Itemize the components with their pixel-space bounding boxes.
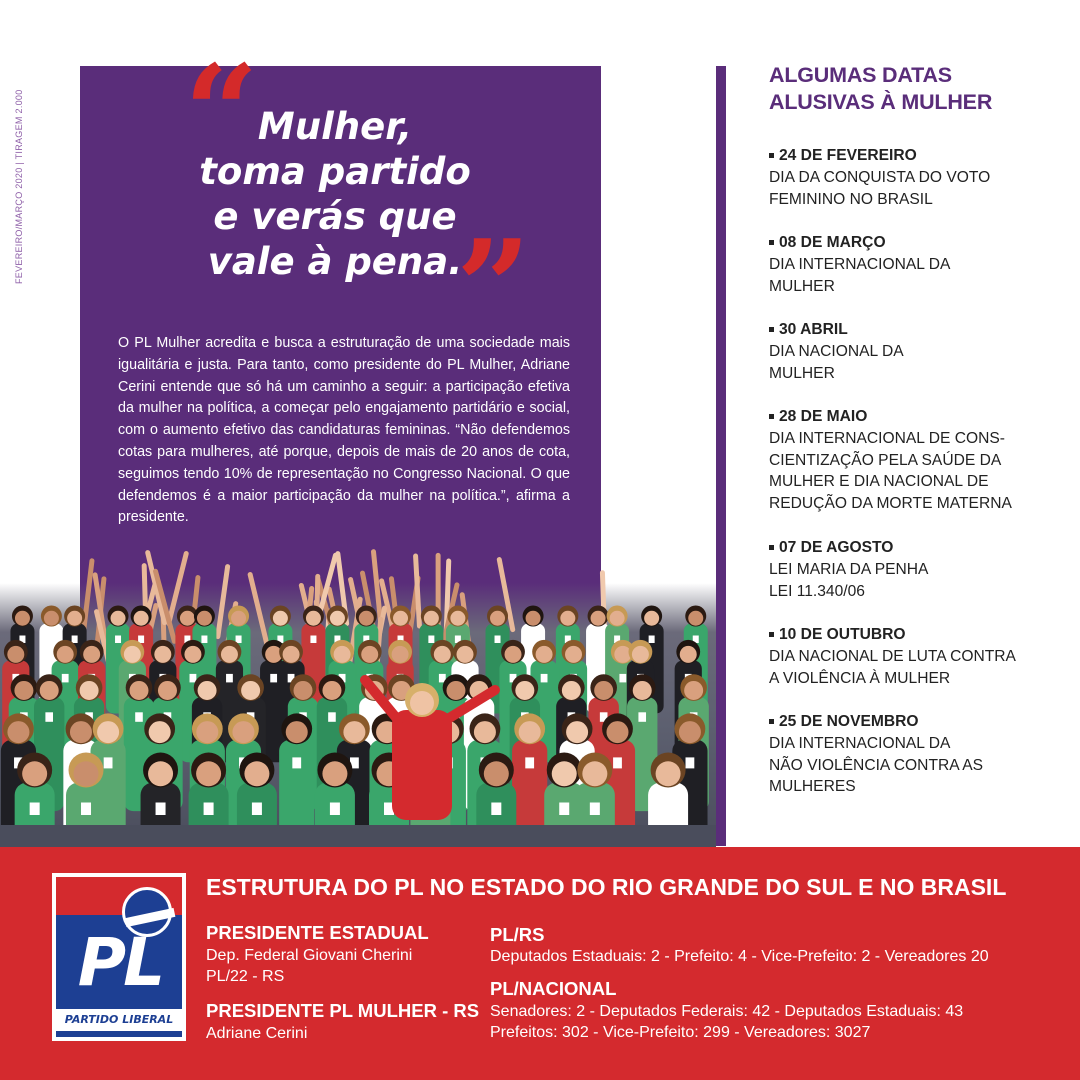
date-description: DIA INTERNACIONAL DA MULHER bbox=[769, 255, 951, 295]
dates-title-line: ALGUMAS DATAS bbox=[769, 63, 952, 87]
date-label: 30 ABRIL bbox=[779, 321, 848, 338]
bullet-icon bbox=[769, 545, 774, 550]
footer-title: ESTRUTURA DO PL NO ESTADO DO RIO GRANDE DO SUL E NO BRASIL bbox=[206, 874, 1007, 900]
pl-rs-stats: Deputados Estaduais: 2 - Prefeito: 4 - Vice-Prefeito: 2 - Vereadores 20 bbox=[490, 948, 989, 965]
date-description: DIA DA CONQUISTA DO VOTO FEMININO NO BRASIL bbox=[769, 168, 991, 208]
date-label: 07 DE AGOSTO bbox=[779, 539, 894, 556]
body-paragraph: O PL Mulher acredita e busca a estruturação de uma sociedade mais igualitária e justa. Para tanto, como presidente do PL Mulher, Adriane Cerini entende que só há um caminho a seguir: a participação efetiva da mulher na política, a começar pelo engajamento partidário e social, com o aumento efetivo das candidaturas femininas. “Não defendemos cotas para mulheres, até porque, depois de mais de 20 anos de cota, seguimos tendo 10% de representação no Congresso Nacional. O que defendemos é a maior participação da mulher na política.”, afirma a presidente. bbox=[118, 335, 570, 526]
presidente-estadual-label: PRESIDENTE ESTADUAL bbox=[206, 922, 429, 943]
date-item bbox=[769, 145, 1069, 210]
pl-nacional-label: PL/NACIONAL bbox=[490, 978, 617, 999]
date-label: 08 DE MARÇO bbox=[779, 234, 886, 251]
headline-line: Mulher, bbox=[257, 105, 413, 148]
date-description: DIA INTERNACIONAL DE CONS- CIENTIZAÇÃO PELA SAÚDE DA MULHER E DIA NACIONAL DE REDUÇÃO DA MORTE MATERNA bbox=[769, 429, 1012, 513]
date-description: DIA NACIONAL DE LUTA CONTRA A VIOLÊNCIA À MULHER bbox=[769, 647, 1016, 687]
headline-line: e verás que bbox=[213, 195, 457, 238]
date-description: DIA INTERNACIONAL DA NÃO VIOLÊNCIA CONTRA AS MULHERES bbox=[769, 734, 984, 796]
presidente-estadual-code: PL/22 - RS bbox=[206, 968, 285, 985]
bullet-icon bbox=[769, 719, 774, 724]
close-quote-mark: ” bbox=[456, 211, 531, 364]
bullet-icon bbox=[769, 327, 774, 332]
bullet-icon bbox=[769, 632, 774, 637]
edition-info: FEVEREIRO/MARÇO 2020 | TIRAGEM 2.000 bbox=[14, 89, 24, 284]
date-label: 10 DE OUTUBRO bbox=[779, 626, 906, 643]
column-divider bbox=[716, 66, 726, 846]
date-label: 25 DE NOVEMBRO bbox=[779, 713, 919, 730]
date-item bbox=[769, 232, 1069, 297]
presidente-mulher-name: Adriane Cerini bbox=[206, 1025, 308, 1042]
bullet-icon bbox=[769, 240, 774, 245]
date-item bbox=[769, 624, 1069, 689]
pl-logo bbox=[52, 873, 186, 1041]
logo-caption: PARTIDO LIBERAL bbox=[56, 1009, 182, 1031]
date-item bbox=[769, 406, 1069, 515]
bullet-icon bbox=[769, 414, 774, 419]
date-label: 24 DE FEVEREIRO bbox=[779, 147, 917, 164]
headline-line: vale à pena. bbox=[207, 240, 463, 283]
headline-line: toma partido bbox=[199, 150, 471, 193]
date-label: 28 DE MAIO bbox=[779, 408, 868, 425]
date-item bbox=[769, 711, 1069, 798]
bullet-icon bbox=[769, 153, 774, 158]
presidente-estadual-name: Dep. Federal Giovani Cherini bbox=[206, 947, 413, 964]
logo-text: PL bbox=[77, 924, 163, 1001]
presidente-mulher-label: PRESIDENTE PL MULHER - RS bbox=[206, 1000, 480, 1021]
dates-title-line: ALUSIVAS À MULHER bbox=[769, 89, 993, 114]
date-item bbox=[769, 537, 1069, 602]
open-quote-mark: “ bbox=[184, 36, 259, 189]
pl-nacional-stats: Prefeitos: 302 - Vice-Prefeito: 299 - Vereadores: 3027 bbox=[490, 1024, 871, 1041]
pl-rs-label: PL/RS bbox=[490, 924, 545, 945]
date-description: DIA NACIONAL DA MULHER bbox=[769, 342, 904, 382]
date-item bbox=[769, 319, 1069, 384]
footer-banner bbox=[0, 847, 1080, 1080]
date-description: LEI MARIA DA PENHA LEI 11.340/06 bbox=[769, 560, 929, 600]
group-photo bbox=[0, 540, 716, 847]
pl-nacional-stats: Senadores: 2 - Deputados Federais: 42 - Deputados Estaduais: 43 bbox=[490, 1003, 964, 1020]
dates-section-title bbox=[769, 62, 992, 115]
headline-quote bbox=[190, 104, 480, 284]
